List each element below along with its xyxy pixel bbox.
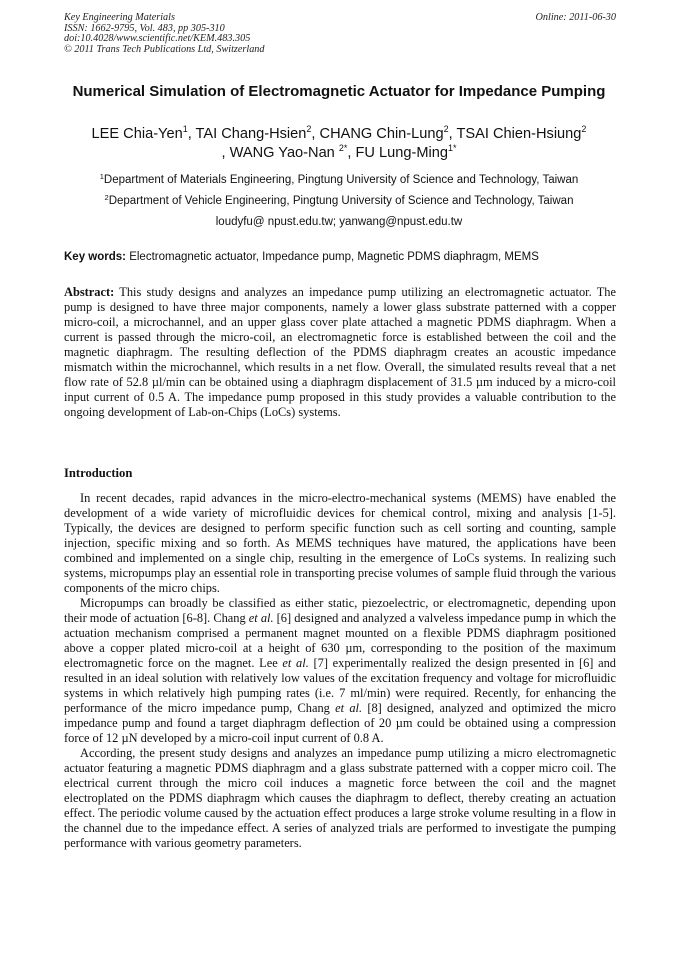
author-name: , FU Lung-Ming — [347, 145, 448, 161]
author-affiliation-mark: 2 — [306, 124, 312, 134]
author-name: , CHANG Chin-Lung — [311, 126, 444, 142]
author-name: , TSAI Chien-Hsiung — [448, 126, 582, 142]
keywords-text: Electromagnetic actuator, Impedance pump, Magnetic PDMS diaphragm, MEMS — [126, 251, 539, 263]
paragraph: According, the present study designs and analyzes an impedance pump utilizing a micro electromagnetic actuator featuring a magnetic PDMS diaphragm and a glass substrate patterned with a copper micro coil. The electrical current through the micro coil induces a magnetic force between the coil and the magnet electroplated on the PDMS diaphragm which causes the diaphragm to deflect, thereby creating an actuation effect. The periodic volume caused by the actuation effect produces a large stroke volume resulting in a flow in the channel due to the impedance effect. A series of analyzed trials are performed to investigate the pumping performance with various geometry parameters. — [64, 746, 616, 850]
paragraph-text: Micropumps can broadly be classified as either static, piezoelectric, or electromagnetic, depending upon their mode of actuation [6-8]. Chang — [64, 596, 616, 625]
copyright-line: © 2011 Trans Tech Publications Ltd, Switzerland — [64, 43, 265, 55]
author-name: , TAI Chang-Hsien — [187, 126, 307, 142]
paragraph — [64, 596, 616, 746]
affiliation-text: Department of Vehicle Engineering, Pingtung University of Science and Technology, Taiwan — [108, 195, 574, 207]
journal-name: Key Engineering Materials — [64, 12, 175, 23]
journal-header — [64, 13, 616, 55]
author-affiliation-mark: 1 — [182, 124, 188, 134]
doi-line: doi:10.4028/www.scientific.net/KEM.483.305 — [64, 33, 251, 45]
paragraph-text: [6] designed and analyzed a valveless impedance pump in which the actuation mechanism comprised a permanent magnet mounted on a flexible PDMS diaphragm positioned above a copper plated micro-coil at a height of 630 µm, corresponding to the position of the maximum electromagnetic force on the magnet. Lee — [64, 611, 616, 670]
abstract — [64, 285, 616, 420]
section-heading-introduction: Introduction — [64, 466, 133, 480]
abstract-text: This study designs and analyzes an impedance pump utilizing an electromagnetic actuator. The pump is designed to have three major components, namely a lower glass substrate patterned with a copper micro-coil, a microchannel, and an upper glass cover plate attached a magnetic PDMS diaphragm. When a current is passed through the micro-coil, an electromagnetic force is established between the coil and the magnetic diaphragm. The resulting deflection of the PDMS diaphragm creates an acoustic impedance mismatch within the microchannel, which results in a net flow. Overall, the simulated results reveal that a net flow rate of 52.8 µl/min can be obtained using a diaphragm displacement of 31.5 µm induced by a micro-coil input current of 0.5 A. The impedance pump proposed in this study provides a valuable contribution to the ongoing development of Lab-on-Chips (LoCs) systems. — [64, 285, 616, 419]
introduction-body — [64, 491, 616, 851]
author-affiliation-mark: 2* — [338, 143, 348, 153]
author-affiliation-mark: 2 — [443, 124, 449, 134]
keywords — [64, 250, 616, 264]
affiliation-mark: 1 — [99, 172, 104, 181]
affiliation-2 — [64, 194, 614, 208]
paragraph-text: [8] designed, analyzed and optimized the micro impedance pump and found a target diaphragm deflection of 20 µm could be obtained using a compression force of 12 µN developed by a micro-coil input current of 0.8 A. — [64, 701, 617, 745]
author-name: LEE Chia-Yen — [91, 126, 183, 142]
author-affiliation-mark: 2 — [581, 124, 587, 134]
et-al: et al. — [248, 611, 274, 625]
paper-title: Numerical Simulation of Electromagnetic Actuator for Impedance Pumping — [72, 83, 606, 100]
abstract-label: Abstract: — [64, 285, 115, 299]
issn-line: ISSN: 1662-9795, Vol. 483, pp 305-310 — [64, 22, 225, 34]
paragraph: In recent decades, rapid advances in the micro-electro-mechanical systems (MEMS) have enabled the development of a wide variety of microfluidic devices for chemical control, mixing and analysis [1-5]. Typically, the devices are designed to perform specific function such as cell sorting and counting, sample injection, specific mixing and so forth. As MEMS techniques have matured, the applications have been combined and implemented on a single chip, resulting in the emergence of LoCs systems. In realizing such systems, micropumps play an essential role in transporting precise volumes of sample fluid through the various components of the micro chips. — [64, 491, 616, 595]
et-al: et al. — [335, 701, 363, 715]
author-emails: loudyfu@ npust.edu.tw; yanwang@npust.edu.tw — [215, 216, 463, 228]
affiliation-mark: 2 — [104, 193, 109, 202]
online-date: Online: 2011-06-30 — [535, 12, 616, 23]
affiliation-1 — [64, 173, 614, 187]
affiliation-text: Department of Materials Engineering, Pingtung University of Science and Technology, Taiwan — [103, 174, 579, 186]
et-al: et al. — [282, 656, 309, 670]
author-list — [60, 125, 618, 163]
keywords-label: Key words: — [64, 251, 126, 263]
author-name: , WANG Yao-Nan — [221, 145, 339, 161]
author-affiliation-mark: 1* — [447, 143, 457, 153]
paragraph-text: [7] experimentally realized the design presented in [6] and resulted in an ideal solution with relatively low values of the excitation frequency and voltage for microfluidic systems in which relatively high pumping rates (i.e. 7 ml/min) were required. Recently, for enhancing the performance of the micro impedance pump, Chang — [64, 656, 616, 715]
